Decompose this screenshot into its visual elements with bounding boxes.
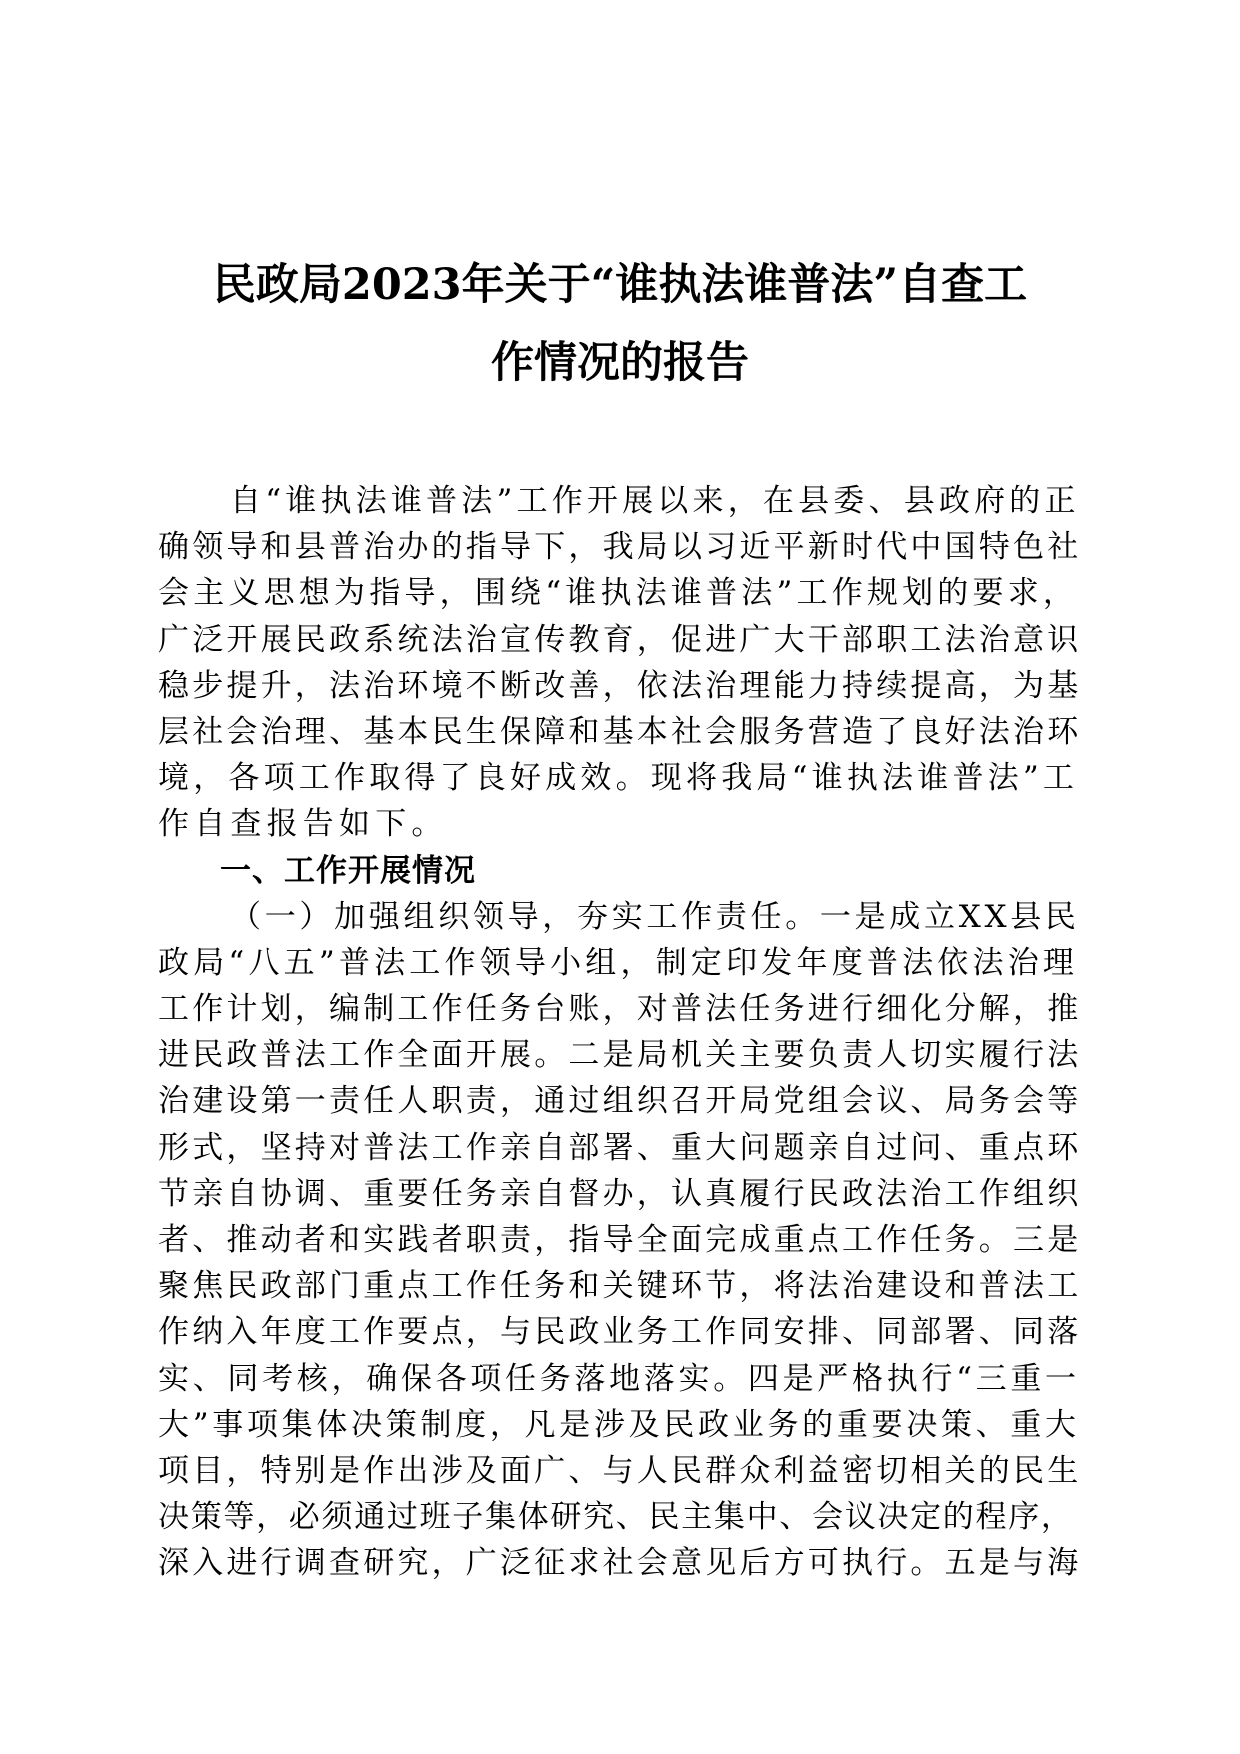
- intro-line: 稳步提升，法治环境不断改善，依法治理能力持续提高，为基: [158, 667, 1082, 704]
- section-line: 作纳入年度工作要点，与民政业务工作同安排、同部署、同落: [158, 1314, 1082, 1351]
- section-heading: 一、工作开展情况: [220, 852, 476, 889]
- document-body: [158, 478, 1084, 1587]
- intro-line: 广泛开展民政系统法治宣传教育，促进广大干部职工法治意识: [158, 621, 1082, 658]
- section-line: 项目，特别是作出涉及面广、与人民群众利益密切相关的民生: [158, 1452, 1082, 1489]
- section-line: 者、推动者和实践者职责，指导全面完成重点工作任务。三是: [158, 1222, 1082, 1258]
- section-line: 大”事项集体决策制度，凡是涉及民政业务的重要决策、重大: [158, 1406, 1080, 1443]
- section-line: 决策等，必须通过班子集体研究、民主集中、会议决定的程序，: [158, 1499, 1074, 1536]
- title-line: 民政局2023年关于“谁执法谁普法”自查工: [212, 260, 1028, 310]
- section-line: 形式，坚持对普法工作亲自部署、重大问题亲自过问、重点环: [158, 1129, 1082, 1166]
- document-title: [150, 246, 1090, 402]
- section-line: 实、同考核，确保各项任务落地落实。四是严格执行“三重一: [158, 1360, 1080, 1397]
- section-line: 节亲自协调、重要任务亲自督办，认真履行民政法治工作组织: [158, 1175, 1082, 1212]
- intro-line: 作自查报告如下。: [158, 806, 448, 843]
- section-line: 政局“八五”普法工作领导小组，制定印发年度普法依法治理: [158, 944, 1079, 981]
- section-line: 深入进行调查研究，广泛征求社会意见后方可执行。五是与海: [158, 1545, 1082, 1582]
- section-line: 进民政普法工作全面开展。二是局机关主要负责人切实履行法: [158, 1037, 1082, 1074]
- title-line: 作情况的报告: [491, 338, 749, 388]
- section-line: 聚焦民政部门重点工作任务和关键环节，将法治建设和普法工: [158, 1268, 1082, 1305]
- intro-line: 境，各项工作取得了良好成效。现将我局“谁执法谁普法”工: [158, 760, 1079, 797]
- intro-line: 会主义思想为指导，围绕“谁执法谁普法”工作规划的要求，: [158, 575, 1079, 612]
- section-line: 治建设第一责任人职责，通过组织召开局党组会议、局务会等: [158, 1083, 1082, 1120]
- intro-line: 层社会治理、基本民生保障和基本社会服务营造了良好法治环: [158, 713, 1082, 750]
- intro-line: 自“谁执法谁普法”工作开展以来，在县委、县政府的正: [230, 483, 1080, 519]
- section-line: 工作计划，编制工作任务台账，对普法任务进行细化分解，推: [158, 991, 1082, 1028]
- intro-line: 确领导和县普治办的指导下，我局以习近平新时代中国特色社: [158, 529, 1082, 566]
- section-line: （一）加强组织领导，夯实工作责任。一是成立XX县民: [230, 898, 1080, 935]
